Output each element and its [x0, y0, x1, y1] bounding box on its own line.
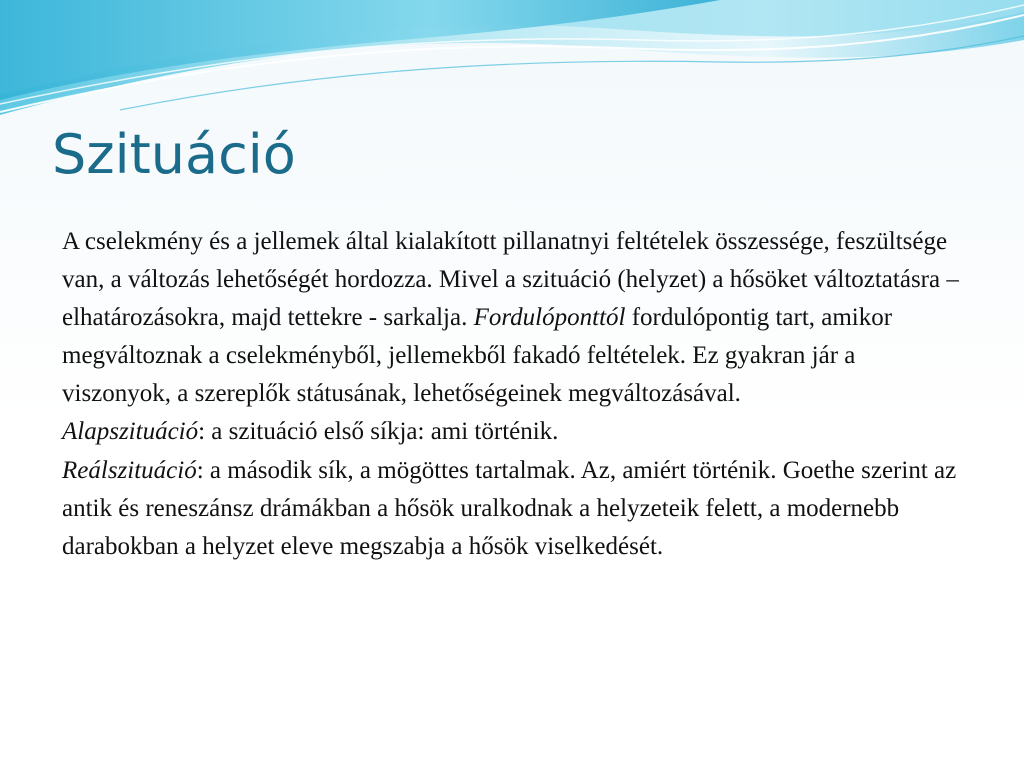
term-definition: : a szituáció első síkja: ami történik. — [198, 418, 559, 446]
paragraph-text: A cselekmény és a jellemek által kialakított pillanatnyi feltételek összessége, feszültsége van, a változás lehetőségét hordozza. Mivel a szituáció (helyzet) a hősöket változtatásra – elhatározásokra, majd tettekre - sarkalja. — [62, 228, 959, 332]
paragraph-text: fordulópontig tart, amikor megváltoznak a cselekményből, jellemekből fakadó feltételek. Ez gyakran jár a viszonyok, a szereplők státusának, lehetőségeinek megváltozásával. — [62, 304, 893, 408]
decorative-wave-header — [0, 0, 1024, 130]
slide-title: Szituáció — [52, 123, 296, 186]
slide-body — [62, 223, 962, 566]
paragraph-alapszituacio — [62, 413, 962, 451]
paragraph-definition — [62, 223, 962, 413]
term-definition: : a második sík, a mögöttes tartalmak. Az, amiért történik. Goethe szerint az antik és reneszánsz drámákban a hősök uralkodnak a helyzeteik felett, a modernebb darabokban a helyzet eleve megszabja a hősök viselkedését. — [62, 456, 957, 560]
italic-term: Reálszituáció — [62, 456, 197, 484]
paragraph-realszituacio — [62, 452, 962, 566]
italic-term: Fordulóponttól — [473, 304, 626, 332]
italic-term: Alapszituáció — [62, 418, 199, 446]
